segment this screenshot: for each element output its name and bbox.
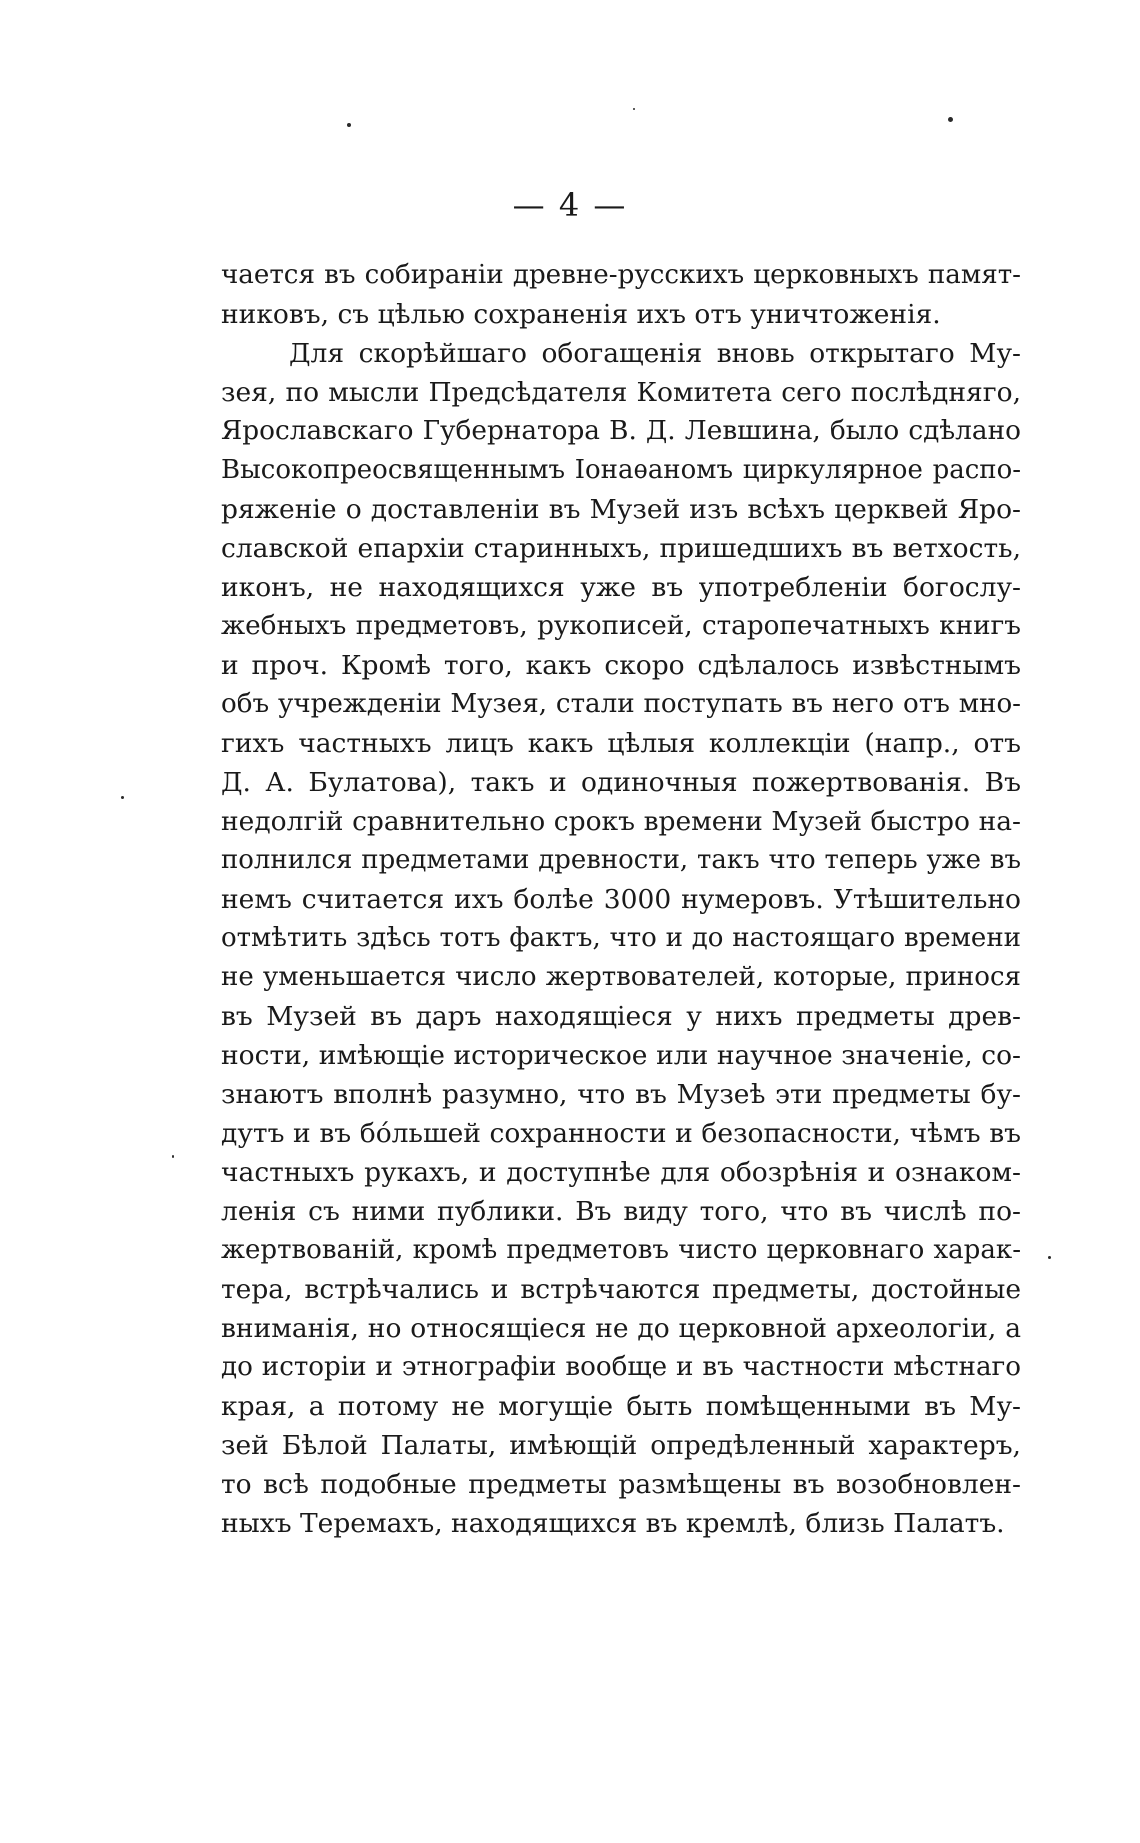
text-line: отмѣтить здѣсь тотъ фактъ, что и до настоящаго времени bbox=[221, 923, 1021, 953]
scan-speck bbox=[347, 123, 351, 127]
text-line: Ярославскаго Губернатора В. Д. Левшина, было сдѣлано bbox=[221, 416, 1021, 446]
text-line: ряженіе о доставленіи въ Музей изъ всѣхъ церквей Яро- bbox=[221, 494, 1021, 525]
page-number: — 4 — bbox=[512, 186, 628, 224]
text-line: ности, имѣющіе историческое или научное значеніе, со- bbox=[221, 1040, 1021, 1071]
text-line: жебныхъ предметовъ, рукописей, старопечатныхъ книгъ bbox=[221, 611, 1021, 641]
text-line: никовъ, съ цѣлью сохраненія ихъ отъ уничтоженія. bbox=[221, 299, 941, 330]
text-line: Высокопреосвященнымъ Іонаѳаномъ циркулярное распо- bbox=[221, 455, 1021, 485]
text-line: края, а потому не могущіе быть помѣщенными въ Му- bbox=[221, 1391, 1021, 1422]
text-line: зея, по мысли Предсѣдателя Комитета сего послѣдняго, bbox=[221, 377, 1021, 408]
text-line: объ учрежденіи Музея, стали поступать въ него отъ мно- bbox=[221, 689, 1021, 719]
text-line: до исторіи и этнографіи вообще и въ частности мѣстнаго bbox=[221, 1352, 1021, 1382]
text-line: вниманія, но относящіеся не до церковной археологіи, а bbox=[221, 1313, 1021, 1344]
text-line: знаютъ вполнѣ разумно, что въ Музеѣ эти предметы бу- bbox=[221, 1079, 1021, 1110]
text-line: чается въ собираніи древне-русскихъ церковныхъ памят- bbox=[221, 260, 1021, 290]
scan-speck bbox=[1048, 1256, 1051, 1259]
body-text bbox=[221, 256, 1021, 1543]
paragraph-start-line: Для скорѣйшаго обогащенія вновь открытаго Му- bbox=[289, 338, 1021, 369]
text-line: недолгій сравнительно срокъ времени Музей быстро на- bbox=[221, 806, 1021, 837]
text-line: зей Бѣлой Палаты, имѣющій опредѣленный характеръ, bbox=[221, 1430, 1021, 1461]
text-line: полнился предметами древности, такъ что теперь уже въ bbox=[221, 845, 1021, 875]
scan-speck bbox=[121, 796, 124, 799]
text-line: дутъ и въ бóльшей сохранности и безопасности, чѣмъ въ bbox=[221, 1118, 1021, 1149]
scan-speck bbox=[172, 1155, 174, 1158]
text-line: иконъ, не находящихся уже въ употребленіи богослу- bbox=[221, 572, 1021, 603]
scan-speck bbox=[633, 108, 635, 110]
text-line: ныхъ Теремахъ, находящихся въ кремлѣ, близь Палатъ. bbox=[221, 1508, 1005, 1539]
text-line: немъ считается ихъ болѣе 3000 нумеровъ. Утѣшительно bbox=[221, 884, 1021, 915]
scan-speck bbox=[948, 117, 953, 122]
text-line: частныхъ рукахъ, и доступнѣе для обозрѣнія и ознаком- bbox=[221, 1157, 1021, 1188]
text-line: и проч. Кромѣ того, какъ скоро сдѣлалось извѣстнымъ bbox=[221, 650, 1021, 681]
text-line: гихъ частныхъ лицъ какъ цѣлыя коллекціи (напр., отъ bbox=[221, 728, 1021, 759]
text-line: не уменьшается число жертвователей, которые, принося bbox=[221, 962, 1021, 992]
text-line: жертвованій, кромѣ предметовъ чисто церковнаго харак- bbox=[221, 1235, 1021, 1265]
text-line: тера, встрѣчались и встрѣчаются предметы, достойные bbox=[221, 1274, 1021, 1305]
text-line: то всѣ подобные предметы размѣщены въ возобновлен- bbox=[221, 1469, 1021, 1500]
text-line: Д. А. Булатова), такъ и одиночныя пожертвованія. Въ bbox=[221, 767, 1021, 798]
text-line: славской епархіи старинныхъ, пришедшихъ въ ветхость, bbox=[221, 533, 1021, 564]
text-line: ленія съ ними публики. Въ виду того, что въ числѣ по- bbox=[221, 1196, 1021, 1227]
text-line: въ Музей въ даръ находящіеся у нихъ предметы древ- bbox=[221, 1001, 1021, 1032]
